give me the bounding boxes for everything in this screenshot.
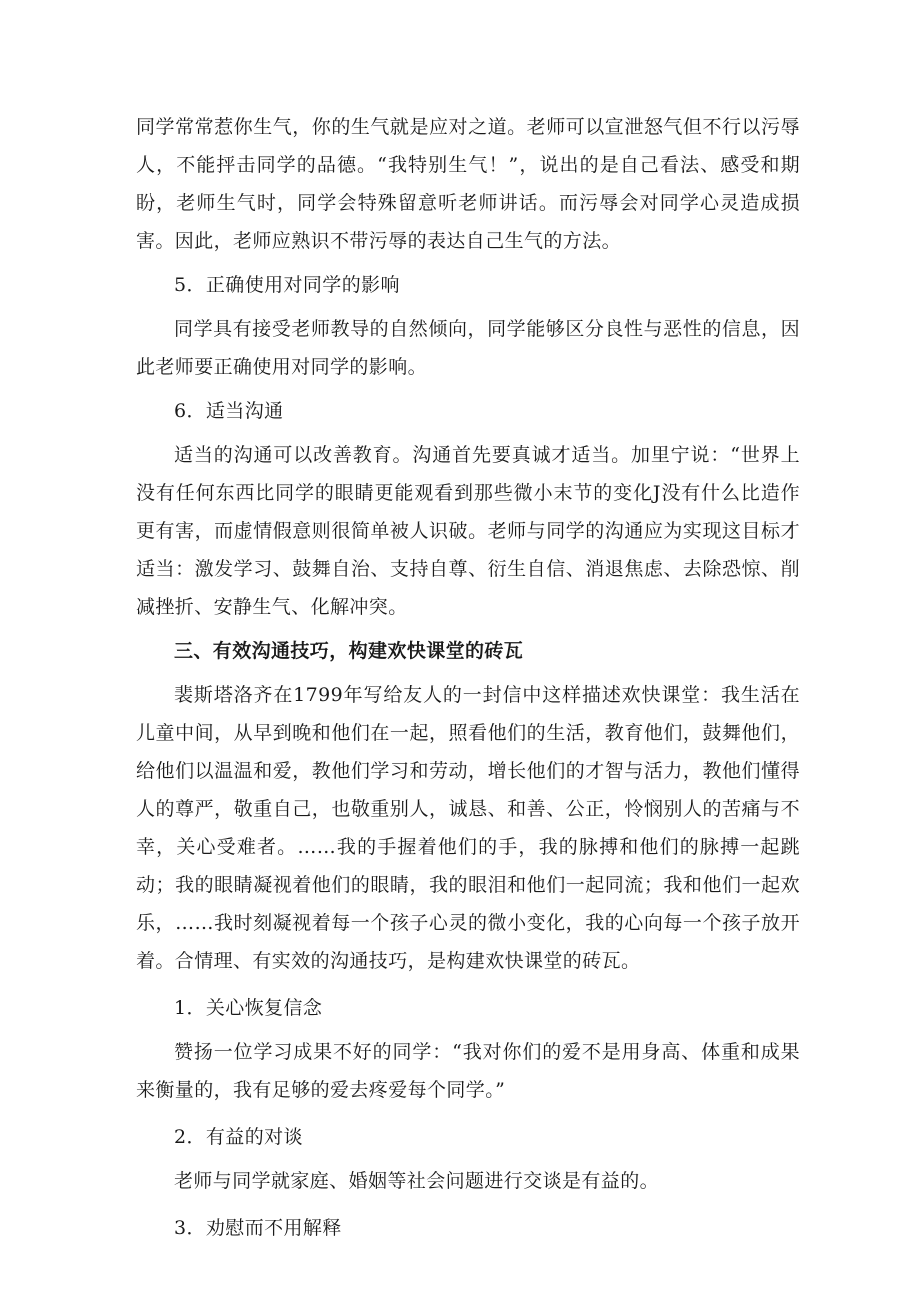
heading-1-care: 1．关心恢复信念	[174, 997, 323, 1019]
paragraph-1: 赞扬一位学习成果不好的同学：“我对你们的爱不是用身高、体重和成果来衡量的，我有足够的爱去疼爱每个同学。”	[136, 1041, 800, 1101]
section-heading-3: 三、有效沟通技巧，构建欢快课堂的砖瓦	[174, 640, 524, 662]
heading-6-communication: 6．适当沟通	[174, 400, 284, 422]
paragraph-section-3: 裴斯塔洛齐在1799年写给友人的一封信中这样描述欢快课堂：我生活在儿童中间，从早到晚和他们在一起，照看他们的生活，教育他们，鼓舞他们，给他们以温温和爱，教他们学习和劳动，增长他们的才智与活力，教他们懂得人的尊严，敬重自己，也敬重别人，诚恳、和善、公正，怜悯别人的苦痛与不幸，关心受难者。……我的手握着他们的手，我的脉搏和他们的脉搏一起跳动；我的眼睛凝视着他们的眼睛，我的眼泪和他们一起同流；我和他们一起欢乐，……我时刻凝视着每一个孩子心灵的微小变化，我的心向每一个孩子放开着。合情理、有实效的沟通技巧，是构建欢快课堂的砖瓦。	[136, 684, 800, 972]
paragraph-intro: 同学常常惹你生气，你的生气就是应对之道。老师可以宣泄怒气但不行以污辱人，不能抨击同学的品德。“我特别生气！”，说出的是自己看法、感受和期盼，老师生气时，同学会特殊留意听老师讲话。而污辱会对同学心灵造成损害。因此，老师应熟识不带污辱的表达自己生气的方法。	[136, 116, 800, 252]
heading-2-dialogue: 2．有益的对谈	[174, 1126, 303, 1148]
paragraph-5: 同学具有接受老师教导的自然倾向，同学能够区分良性与恶性的信息，因此老师要正确使用对同学的影响。	[136, 318, 800, 378]
document-page	[136, 108, 800, 1247]
paragraph-2: 老师与同学就家庭、婚姻等社会问题进行交谈是有益的。	[174, 1170, 660, 1192]
heading-3-comfort: 3．劝慰而不用解释	[174, 1217, 342, 1239]
paragraph-6: 适当的沟通可以改善教育。沟通首先要真诚才适当。加里宁说：“世界上没有任何东西比同学的眼睛更能观看到那些微小末节的变化J没有什么比造作更有害，而虚情假意则很简单被人识破。老师与同学的沟通应为实现这目标才适当：激发学习、鼓舞自治、支持自尊、衍生自信、消退焦虑、去除恐惊、削减挫折、安静生气、化解冲突。	[136, 444, 800, 618]
heading-5-influence: 5．正确使用对同学的影响	[174, 274, 400, 296]
